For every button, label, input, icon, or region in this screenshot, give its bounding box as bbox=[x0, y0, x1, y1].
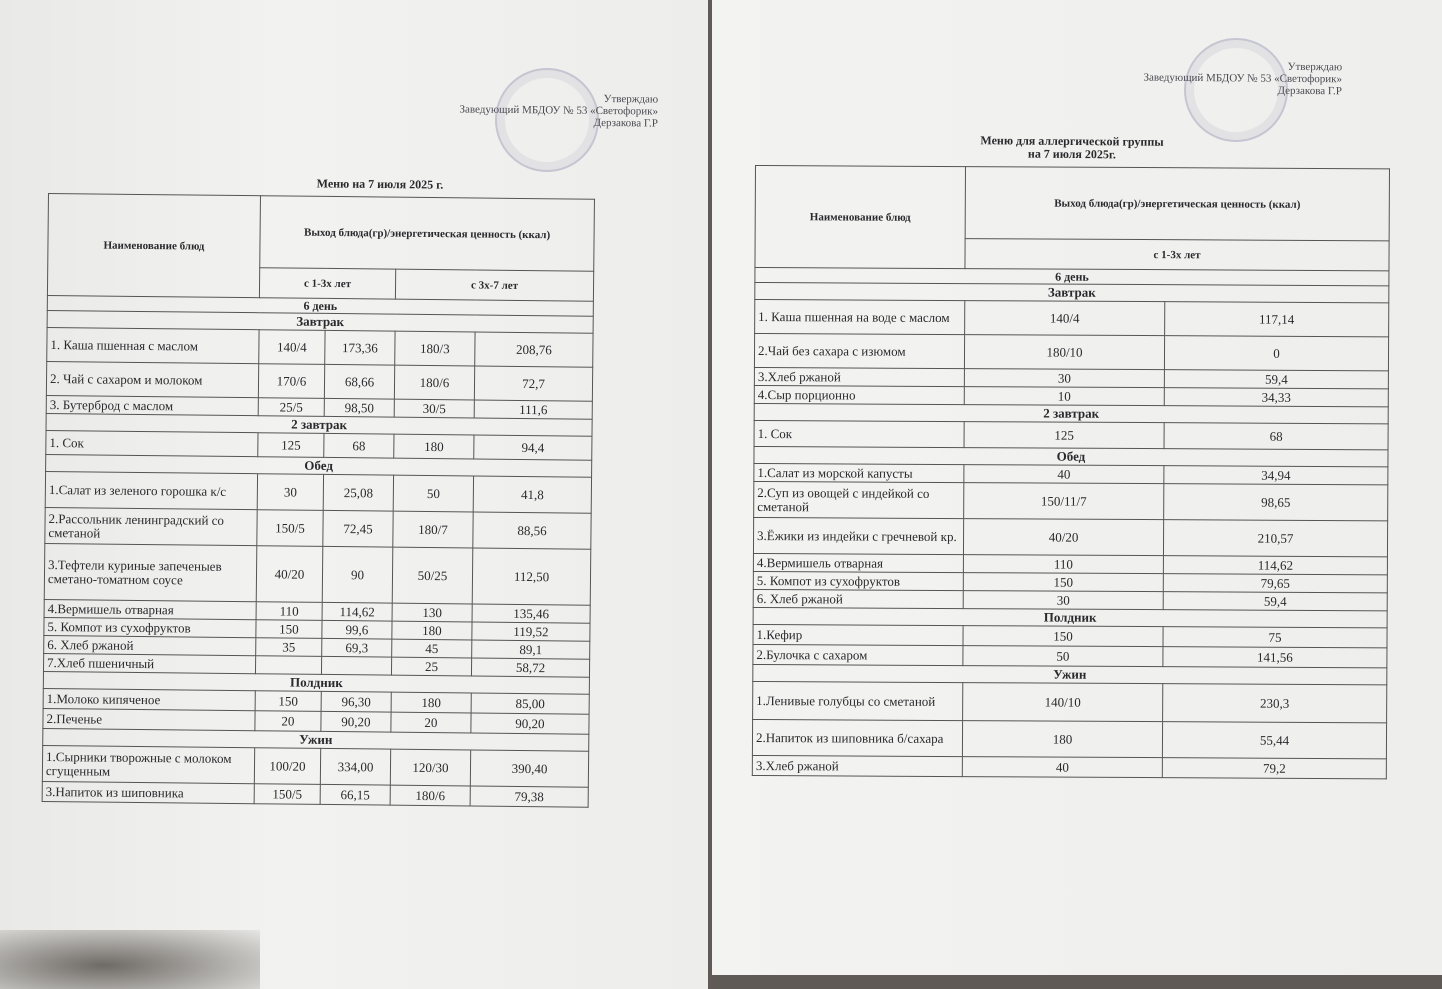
right-approve-line-2: Заведующий МБДОУ № 53 «Светофорик» bbox=[1143, 71, 1343, 86]
left-kcal-1-3-cell: 96,30 bbox=[321, 691, 391, 712]
left-approve-line-2: Заведующий МБДОУ № 53 «Светофорик» bbox=[459, 103, 659, 118]
left-kcal-3-7-cell: 111,6 bbox=[474, 400, 592, 419]
left-dish-name-cell: 1. Каша пшенная с маслом bbox=[47, 327, 259, 363]
right-kcal-1-3-cell: 79,65 bbox=[1163, 574, 1387, 593]
right-section-title: Обед bbox=[754, 446, 1388, 466]
left-portion-3-7-cell: 180/6 bbox=[394, 365, 474, 400]
left-menu-table-body bbox=[42, 194, 594, 808]
left-approve-line-3: Дерзакова Г.Р bbox=[593, 116, 658, 130]
right-menu-title-block bbox=[912, 134, 1232, 163]
left-section-title: 2 завтрак bbox=[46, 413, 592, 436]
left-kcal-3-7-cell: 112,50 bbox=[472, 548, 591, 605]
left-kcal-1-3-cell: 173,36 bbox=[325, 330, 395, 365]
right-section-title: Ужин bbox=[753, 664, 1387, 684]
right-kcal-1-3-cell: 34,33 bbox=[1164, 388, 1388, 407]
right-dish-name-cell: 1.Ленивые голубцы со сметаной bbox=[753, 681, 963, 720]
left-kcal-3-7-cell: 85,00 bbox=[471, 693, 589, 714]
left-portion-3-7-cell: 120/30 bbox=[390, 749, 470, 786]
left-dish-name-cell: 6. Хлеб ржаной bbox=[44, 635, 256, 655]
right-portion-1-3-cell: 30 bbox=[964, 369, 1164, 388]
left-portion-3-7-cell: 20 bbox=[391, 712, 471, 733]
left-portion-1-3-cell: 150/5 bbox=[257, 510, 323, 547]
right-header-row bbox=[755, 166, 1389, 241]
left-portion-1-3-cell: 150 bbox=[256, 620, 322, 639]
right-portion-1-3-cell: 40 bbox=[962, 757, 1162, 778]
right-dish-row bbox=[754, 481, 1388, 520]
right-approve-line-1: Утверждаю bbox=[1287, 60, 1343, 74]
left-portion-1-3-cell: 150 bbox=[255, 691, 321, 712]
right-dish-name-cell: 3.Хлеб ржаной bbox=[752, 755, 962, 776]
left-dish-row bbox=[45, 471, 591, 513]
left-portion-1-3-cell: 40/20 bbox=[256, 546, 323, 603]
right-portion-1-3-cell: 40/20 bbox=[963, 519, 1163, 556]
left-dish-name-cell: 1.Сырники творожные с молоком сгущенным bbox=[42, 745, 254, 783]
left-portion-3-7-cell: 180/7 bbox=[393, 511, 473, 548]
right-kcal-1-3-cell: 68 bbox=[1164, 423, 1388, 450]
left-portion-1-3-cell: 125 bbox=[258, 433, 324, 458]
left-portion-1-3-cell: 140/4 bbox=[259, 330, 325, 365]
left-portion-1-3-cell: 170/6 bbox=[258, 364, 324, 399]
right-portion-1-3-cell: 40 bbox=[964, 465, 1164, 484]
left-header-dish-name: Наименование блюд bbox=[47, 194, 260, 298]
right-header-output: Выход блюда(гр)/энергетическая ценность (ккал) bbox=[965, 167, 1389, 241]
right-portion-1-3-cell: 50 bbox=[963, 646, 1163, 667]
right-kcal-1-3-cell: 141,56 bbox=[1163, 647, 1387, 668]
right-menu-table bbox=[752, 165, 1390, 779]
left-portion-3-7-cell: 180 bbox=[391, 692, 471, 713]
left-portion-1-3-cell: 20 bbox=[255, 711, 321, 732]
left-dish-name-cell: 2. Чай с сахаром и молоком bbox=[46, 361, 258, 397]
left-section-title: Завтрак bbox=[47, 310, 593, 333]
left-kcal-1-3-cell: 334,00 bbox=[320, 748, 390, 785]
left-dish-row bbox=[42, 745, 588, 787]
right-kcal-1-3-cell: 98,65 bbox=[1164, 484, 1388, 521]
left-dish-name-cell: 5. Компот из сухофруктов bbox=[44, 617, 256, 637]
left-header-age-3-7: с 3х-7 лет bbox=[395, 269, 593, 301]
right-portion-1-3-cell: 30 bbox=[963, 591, 1163, 610]
right-dish-name-cell: 4.Вермишель отварная bbox=[753, 553, 963, 572]
left-kcal-3-7-cell: 94,4 bbox=[474, 435, 592, 460]
left-portion-3-7-cell: 30/5 bbox=[394, 399, 474, 418]
left-portion-3-7-cell: 25 bbox=[391, 657, 471, 676]
left-portion-3-7-cell: 50 bbox=[393, 475, 473, 512]
left-kcal-3-7-cell: 79,38 bbox=[470, 786, 588, 807]
left-portion-3-7-cell: 180 bbox=[394, 434, 474, 459]
right-dish-name-cell: 1.Кефир bbox=[753, 624, 963, 645]
right-dish-name-cell: 5. Компот из сухофруктов bbox=[753, 571, 963, 590]
left-kcal-1-3-cell: 68,66 bbox=[324, 364, 394, 399]
left-kcal-3-7-cell: 390,40 bbox=[470, 750, 588, 787]
right-portion-1-3-cell: 125 bbox=[964, 422, 1164, 449]
right-dish-name-cell: 1. Сок bbox=[754, 420, 964, 447]
left-dish-row bbox=[45, 507, 591, 549]
left-portion-3-7-cell: 50/25 bbox=[392, 547, 473, 604]
left-approval-block bbox=[360, 90, 658, 129]
left-header-row bbox=[48, 194, 595, 272]
right-portion-1-3-cell: 140/4 bbox=[965, 301, 1165, 336]
left-kcal-1-3-cell: 25,08 bbox=[323, 474, 393, 511]
left-menu-title: Меню на 7 июля 2025 г. bbox=[316, 176, 444, 192]
left-dish-row bbox=[47, 327, 593, 367]
right-kcal-1-3-cell: 79,2 bbox=[1162, 758, 1386, 779]
left-portion-1-3-cell: 30 bbox=[257, 474, 323, 511]
left-dish-name-cell: 3. Бутерброд с маслом bbox=[46, 395, 258, 415]
right-kcal-1-3-cell: 117,14 bbox=[1165, 302, 1389, 337]
right-kcal-1-3-cell: 114,62 bbox=[1163, 556, 1387, 575]
left-portion-3-7-cell: 180 bbox=[392, 621, 472, 640]
left-menu-sheet bbox=[0, 0, 708, 989]
right-dish-name-cell: 2.Булочка с сахаром bbox=[753, 644, 963, 665]
left-kcal-1-3-cell: 69,3 bbox=[322, 638, 392, 657]
right-dish-row bbox=[754, 334, 1388, 371]
left-kcal-3-7-cell: 135,46 bbox=[472, 604, 590, 623]
left-dish-name-cell: 3.Тефтели куриные запеченыев сметано-томатном соусе bbox=[44, 543, 257, 601]
left-dish-row bbox=[46, 361, 592, 401]
right-dish-name-cell: 6. Хлеб ржаной bbox=[753, 589, 963, 608]
right-portion-1-3-cell: 150/11/7 bbox=[964, 483, 1164, 520]
left-kcal-1-3-cell: 72,45 bbox=[323, 510, 393, 547]
left-portion-3-7-cell: 180/3 bbox=[395, 331, 475, 366]
right-portion-1-3-cell: 180 bbox=[962, 721, 1162, 758]
left-dish-row bbox=[44, 543, 591, 605]
right-dish-row bbox=[754, 420, 1388, 449]
left-header-output: Выход блюда(гр)/энергетическая ценность (ккал) bbox=[260, 196, 595, 271]
right-approve-line-3: Дерзакова Г.Р bbox=[1277, 84, 1342, 98]
right-dish-name-cell: 4.Сыр порционно bbox=[754, 385, 964, 404]
left-dish-name-cell: 4.Вермишель отварная bbox=[44, 599, 256, 619]
left-portion-3-7-cell: 130 bbox=[392, 603, 472, 622]
left-header-age-1-3: с 1-3х лет bbox=[259, 268, 395, 299]
right-dish-row bbox=[752, 755, 1386, 778]
left-kcal-3-7-cell: 58,72 bbox=[471, 658, 589, 677]
left-portion-1-3-cell bbox=[255, 656, 321, 675]
left-kcal-3-7-cell: 90,20 bbox=[471, 713, 589, 734]
left-kcal-1-3-cell bbox=[321, 656, 391, 675]
left-dish-name-cell: 1.Молоко кипяченое bbox=[43, 688, 255, 710]
left-dish-name-cell: 7.Хлеб пшеничный bbox=[43, 653, 255, 673]
left-dish-name-cell: 2.Печенье bbox=[43, 708, 255, 730]
right-kcal-1-3-cell: 0 bbox=[1164, 336, 1388, 371]
right-dish-name-cell: 3.Хлеб ржаной bbox=[754, 367, 964, 386]
left-portion-1-3-cell: 110 bbox=[256, 602, 322, 621]
right-menu-date: на 7 июля 2025г. bbox=[1027, 146, 1117, 162]
right-day-label: 6 день bbox=[755, 268, 1389, 286]
left-kcal-1-3-cell: 98,50 bbox=[324, 398, 394, 417]
left-kcal-1-3-cell: 68 bbox=[324, 433, 394, 458]
left-kcal-3-7-cell: 88,56 bbox=[473, 512, 591, 549]
left-kcal-1-3-cell: 114,62 bbox=[322, 602, 392, 621]
left-section-title: Ужин bbox=[43, 728, 589, 751]
right-portion-1-3-cell: 150 bbox=[963, 573, 1163, 592]
left-kcal-1-3-cell: 66,15 bbox=[320, 784, 390, 805]
left-dish-name-cell: 1.Салат из зеленого горошка к/с bbox=[45, 471, 257, 509]
right-dish-row bbox=[752, 719, 1386, 758]
left-dish-name-cell: 3.Напиток из шиповника bbox=[42, 781, 254, 803]
left-section-title: Обед bbox=[46, 454, 592, 477]
left-kcal-3-7-cell: 208,76 bbox=[475, 332, 593, 367]
right-header-dish-name: Наименование блюд bbox=[755, 166, 966, 269]
right-dish-name-cell: 1. Каша пшенная на воде с маслом bbox=[755, 300, 965, 335]
right-menu-title: Меню для аллергической группы bbox=[980, 133, 1164, 149]
right-header-age-1-3: с 1-3х лет bbox=[965, 239, 1389, 271]
right-dish-name-cell: 2.Чай без сахара с изюмом bbox=[754, 334, 964, 369]
right-menu-table-body bbox=[752, 166, 1389, 779]
left-portion-3-7-cell: 45 bbox=[392, 639, 472, 658]
right-portion-1-3-cell: 180/10 bbox=[964, 335, 1164, 370]
left-kcal-3-7-cell: 89,1 bbox=[472, 640, 590, 659]
right-dish-row bbox=[753, 681, 1387, 722]
right-kcal-1-3-cell: 210,57 bbox=[1163, 520, 1387, 557]
right-dish-row bbox=[755, 300, 1389, 337]
right-kcal-1-3-cell: 59,4 bbox=[1164, 370, 1388, 389]
left-portion-1-3-cell: 25/5 bbox=[258, 398, 324, 417]
left-kcal-1-3-cell: 99,6 bbox=[322, 620, 392, 639]
left-dish-name-cell: 1. Сок bbox=[46, 430, 258, 456]
right-approval-block bbox=[1042, 59, 1342, 98]
left-kcal-3-7-cell: 119,52 bbox=[472, 622, 590, 641]
right-kcal-1-3-cell: 75 bbox=[1163, 627, 1387, 648]
right-portion-1-3-cell: 150 bbox=[963, 626, 1163, 647]
right-dish-row bbox=[753, 517, 1387, 556]
left-day-label: 6 день bbox=[47, 295, 593, 316]
right-portion-1-3-cell: 140/10 bbox=[963, 683, 1163, 722]
left-dish-name-cell: 2.Рассольник ленинградский со сметаной bbox=[45, 507, 257, 545]
left-kcal-1-3-cell: 90 bbox=[322, 546, 393, 603]
right-kcal-1-3-cell: 59,4 bbox=[1163, 592, 1387, 611]
shadow-object bbox=[0, 930, 260, 989]
right-dish-name-cell: 2.Напиток из шиповника б/сахара bbox=[752, 719, 962, 756]
right-dish-name-cell: 3.Ёжики из индейки с гречневой кр. bbox=[753, 517, 963, 554]
right-portion-1-3-cell: 10 bbox=[964, 387, 1164, 406]
right-kcal-1-3-cell: 55,44 bbox=[1162, 722, 1386, 759]
left-portion-1-3-cell: 100/20 bbox=[254, 748, 320, 785]
right-section-title: Полдник bbox=[753, 607, 1387, 627]
left-approve-line-1: Утверждаю bbox=[603, 92, 659, 106]
right-kcal-1-3-cell: 230,3 bbox=[1163, 684, 1387, 723]
left-kcal-3-7-cell: 41,8 bbox=[473, 476, 591, 513]
left-section-title: Полдник bbox=[43, 671, 589, 694]
right-portion-1-3-cell: 110 bbox=[963, 555, 1163, 574]
right-section-title: 2 завтрак bbox=[754, 403, 1388, 423]
right-kcal-1-3-cell: 34,94 bbox=[1164, 466, 1388, 485]
left-portion-1-3-cell: 35 bbox=[256, 638, 322, 657]
left-portion-3-7-cell: 180/6 bbox=[390, 785, 470, 806]
right-dish-name-cell: 2.Суп из овощей с индейкой со сметаной bbox=[754, 481, 964, 518]
left-kcal-3-7-cell: 72,7 bbox=[474, 366, 592, 401]
left-menu-table bbox=[42, 193, 595, 808]
right-dish-name-cell: 1.Салат из морской капусты bbox=[754, 463, 964, 482]
left-kcal-1-3-cell: 90,20 bbox=[321, 711, 391, 732]
left-portion-1-3-cell: 150/5 bbox=[254, 784, 320, 805]
right-section-title: Завтрак bbox=[755, 283, 1389, 303]
